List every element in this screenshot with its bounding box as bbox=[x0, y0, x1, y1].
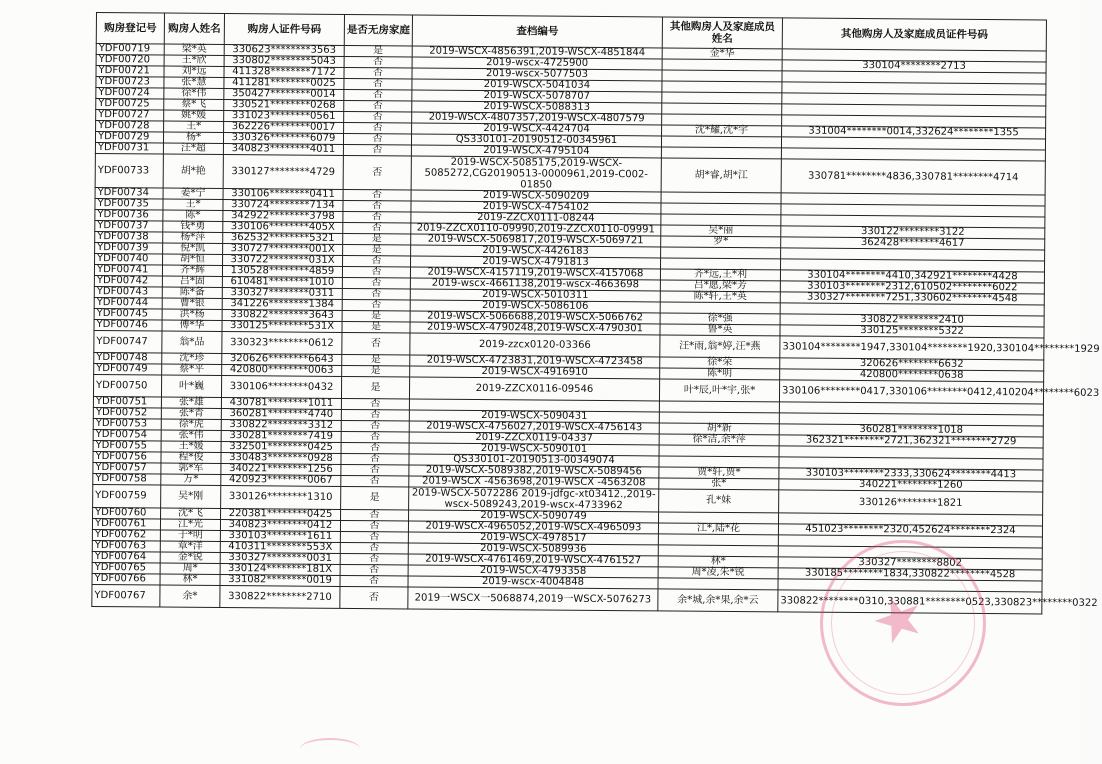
cell-archive-no: 2019-WSCX-4754102 bbox=[411, 201, 661, 214]
cell-no-house: 否 bbox=[341, 431, 409, 443]
cell-buyer-name: 姜*宁 bbox=[163, 188, 223, 199]
cell-no-house: 是 bbox=[342, 354, 410, 366]
cell-other-names: 沈*耀,沈*宇 bbox=[662, 125, 782, 137]
cell-registration-no: YDF00755 bbox=[93, 440, 161, 452]
cell-no-house: 否 bbox=[342, 288, 410, 300]
cell-other-ids: 330106********0417,330106********0412,410204********6023 bbox=[779, 380, 1043, 404]
cell-archive-no: 2019-WSCX-5072286 2019-jdfgc-xt03412.,2019-wscx-5089243,2019-wscx-4733962 bbox=[409, 487, 659, 512]
header-other-names: 其他购房人及家庭成员姓名 bbox=[662, 17, 782, 49]
cell-archive-no: 2019-WSCX-4761469,2019-WSCX-4761527 bbox=[408, 554, 658, 567]
cell-archive-no: 2019-WSCX-5010311 bbox=[410, 289, 660, 302]
cell-no-house: 否 bbox=[343, 133, 411, 145]
cell-buyer-name: 徐*伟 bbox=[164, 88, 224, 99]
cell-buyer-id: 411328********7172 bbox=[224, 67, 344, 79]
cell-no-house: 是 bbox=[343, 244, 411, 256]
cell-other-names: 吴*丽 bbox=[661, 225, 781, 237]
cell-other-ids: 340221********1260 bbox=[779, 479, 1043, 492]
cell-no-house: 否 bbox=[340, 520, 408, 532]
cell-archive-no: 2019-WSCX -4563698,2019-WSCX -4563208 bbox=[409, 476, 659, 489]
cell-buyer-id: 350427********0014 bbox=[224, 89, 344, 101]
cell-no-house: 是 bbox=[344, 45, 412, 57]
cell-archive-no: 2019-WSCX-4856391,2019-WSCX-4851844 bbox=[412, 46, 662, 59]
cell-other-names: 汪*雨,翁*婷,汪*燕 bbox=[660, 335, 780, 358]
cell-buyer-name: 程*俊 bbox=[161, 452, 221, 463]
header-buyer-id: 购房人证件号码 bbox=[224, 14, 344, 46]
cell-registration-no: YDF00756 bbox=[93, 451, 161, 463]
cell-registration-no: YDF00725 bbox=[96, 99, 164, 111]
cell-other-ids: 330104********2713 bbox=[782, 60, 1046, 73]
cell-other-names: 余*城,余*果,余*云 bbox=[658, 589, 778, 612]
cell-buyer-id: 330106********0411 bbox=[223, 189, 343, 201]
cell-archive-no: 2019-WSCX-4424704 bbox=[412, 123, 662, 136]
cell-no-house: 否 bbox=[342, 332, 410, 355]
cell-other-names: 徐*强 bbox=[660, 313, 780, 325]
cell-other-names: 罗* bbox=[661, 236, 781, 248]
cell-buyer-name: 周* bbox=[160, 563, 220, 574]
cell-buyer-id: 410311********553X bbox=[220, 541, 340, 553]
cell-buyer-id: 330103********1611 bbox=[220, 530, 340, 542]
cell-archive-no: 2019-WSCX-4795104 bbox=[411, 145, 661, 158]
cell-buyer-id: 330326********6079 bbox=[223, 133, 343, 145]
cell-buyer-id: 360281********4740 bbox=[221, 408, 341, 420]
cell-archive-no: 2019-ZZCX0116-09546 bbox=[409, 377, 659, 401]
cell-buyer-name: 翁*品 bbox=[162, 331, 222, 353]
cell-no-house: 否 bbox=[344, 56, 412, 68]
cell-other-names: 周*凌,朱*锐 bbox=[658, 567, 778, 579]
cell-buyer-name: 叶*巍 bbox=[161, 375, 221, 397]
cell-registration-no: YDF00737 bbox=[95, 220, 163, 232]
cell-registration-no: YDF00766 bbox=[92, 573, 160, 585]
cell-registration-no: YDF00754 bbox=[93, 429, 161, 441]
cell-no-house: 否 bbox=[343, 144, 411, 156]
cell-buyer-id: 362532********5321 bbox=[223, 233, 343, 245]
cell-other-ids: 330122********3122 bbox=[781, 226, 1045, 239]
cell-buyer-name: 万* bbox=[161, 474, 221, 485]
cell-buyer-id: 330127********4729 bbox=[223, 155, 343, 190]
housing-registration-table bbox=[91, 12, 1100, 614]
cell-buyer-name: 王* bbox=[163, 199, 223, 210]
cell-buyer-id: 330623********3563 bbox=[224, 45, 344, 57]
cell-registration-no: YDF00765 bbox=[92, 562, 160, 574]
cell-buyer-name: 张*伟 bbox=[161, 430, 221, 441]
cell-archive-no: 2019-wscx-4725900 bbox=[412, 57, 662, 70]
cell-other-ids: 362321********2721,362321********2729 bbox=[779, 435, 1043, 448]
cell-archive-no: 2019-WSCX-4426183 bbox=[411, 245, 661, 258]
cell-no-house: 否 bbox=[340, 531, 408, 543]
cell-other-names: 陈*轩,王*英 bbox=[660, 291, 780, 303]
cell-buyer-id: 330124********181X bbox=[220, 563, 340, 575]
cell-buyer-name: 徐*虎 bbox=[161, 419, 221, 430]
cell-other-names: 齐*远,王*利 bbox=[660, 269, 780, 281]
cell-archive-no: 2019-WSCX-4157119,2019-WSCX-4157068 bbox=[410, 267, 660, 280]
cell-other-ids: 330327********8802 bbox=[778, 557, 1042, 570]
cell-registration-no: YDF00719 bbox=[96, 44, 164, 56]
cell-other-names: 徐*洁,余*萍 bbox=[659, 434, 779, 446]
cell-buyer-name: 章*洋 bbox=[160, 541, 220, 552]
cell-no-house: 否 bbox=[341, 475, 409, 487]
cell-no-house: 否 bbox=[344, 122, 412, 134]
cell-registration-no: YDF00751 bbox=[93, 396, 161, 408]
cell-other-names: 贾*轩,贾* bbox=[659, 467, 779, 479]
cell-archive-no: 2019一WSCX一5068874,2019一WSCX-5076273 bbox=[408, 587, 658, 611]
header-archive-no: 查档编号 bbox=[412, 15, 662, 48]
cell-archive-no: QS330101-20190513-00349074 bbox=[409, 454, 659, 467]
cell-archive-no: 2019-WSCX-4791813 bbox=[411, 256, 661, 269]
cell-buyer-name: 王*媛 bbox=[161, 441, 221, 452]
cell-buyer-id: 330521********0268 bbox=[224, 100, 344, 112]
cell-no-house: 否 bbox=[340, 553, 408, 565]
cell-no-house: 否 bbox=[344, 100, 412, 112]
cell-buyer-name: 杨*萍 bbox=[163, 232, 223, 243]
cell-other-names: 吕*愿,梁*芳 bbox=[660, 280, 780, 292]
cell-registration-no: YDF00763 bbox=[92, 540, 160, 552]
cell-registration-no: YDF00757 bbox=[93, 462, 161, 474]
header-buyer-name: 购房人姓名 bbox=[164, 13, 224, 44]
cell-buyer-id: 420923********0067 bbox=[221, 474, 341, 486]
cell-buyer-name: 汪*超 bbox=[163, 143, 223, 154]
cell-archive-no: 2019-WSCX-5088313 bbox=[412, 101, 662, 114]
cell-buyer-id: 342922********3798 bbox=[223, 211, 343, 223]
cell-other-names: 鲁*英 bbox=[660, 324, 780, 336]
cell-buyer-id: 330722********031X bbox=[223, 255, 343, 267]
cell-other-names: 孔*妹 bbox=[659, 489, 779, 513]
cell-archive-no: 2019-wscx-5077503 bbox=[412, 68, 662, 81]
cell-no-house: 否 bbox=[341, 420, 409, 432]
cell-registration-no: YDF00727 bbox=[96, 110, 164, 122]
cell-registration-no: YDF00720 bbox=[96, 55, 164, 67]
cell-registration-no: YDF00739 bbox=[95, 242, 163, 254]
cell-archive-no: 2019-WSCX-5069817,2019-WSCX-5069721 bbox=[411, 234, 661, 247]
cell-registration-no: YDF00735 bbox=[95, 198, 163, 210]
cell-archive-no: 2019-WSCX-5089382,2019-WSCX-5089456 bbox=[409, 465, 659, 478]
cell-no-house: 否 bbox=[344, 67, 412, 79]
cell-other-names: 陈*明 bbox=[660, 368, 780, 380]
cell-registration-no: YDF00742 bbox=[94, 275, 162, 287]
cell-buyer-id: 130528********4859 bbox=[222, 266, 342, 278]
cell-buyer-id: 330323********0612 bbox=[222, 331, 342, 354]
cell-other-ids: 330104********4410,342921********4428 bbox=[780, 270, 1044, 283]
cell-other-names: 胡*睿,胡*江 bbox=[661, 158, 781, 193]
cell-buyer-id: 411281********0025 bbox=[224, 78, 344, 90]
cell-registration-no: YDF00728 bbox=[96, 121, 164, 133]
cell-buyer-name: 于*明 bbox=[160, 530, 220, 541]
cell-buyer-id: 340221********1256 bbox=[221, 463, 341, 475]
cell-buyer-id: 420800********0063 bbox=[222, 364, 342, 376]
cell-other-names: 林* bbox=[658, 556, 778, 568]
cell-archive-no: 2019-WSCX-4965052,2019-WSCX-4965093 bbox=[408, 521, 658, 534]
cell-no-house: 是 bbox=[342, 310, 410, 322]
cell-registration-no: YDF00729 bbox=[95, 132, 163, 144]
cell-archive-no: 2019-WSCX-4756027,2019-WSCX-4756143 bbox=[409, 421, 659, 434]
cell-buyer-id: 330327********0311 bbox=[222, 288, 342, 300]
cell-no-house: 否 bbox=[342, 277, 410, 289]
cell-registration-no: YDF00733 bbox=[95, 153, 163, 188]
header-other-ids: 其他购房人及家庭成员证件号码 bbox=[782, 18, 1046, 51]
cell-archive-no: 2019-WSCX-5086106 bbox=[410, 300, 660, 313]
cell-buyer-id: 340823********4011 bbox=[223, 144, 343, 156]
seal-star-icon: ★ bbox=[861, 577, 936, 662]
cell-buyer-name: 刘*远 bbox=[164, 66, 224, 77]
cell-registration-no: YDF00731 bbox=[95, 142, 163, 154]
cell-registration-no: YDF00736 bbox=[95, 209, 163, 221]
cell-archive-no: 2019-WSCX-5066688,2019-WSCX-5066762 bbox=[410, 311, 660, 324]
cell-registration-no: YDF00758 bbox=[93, 473, 161, 485]
cell-buyer-name: 梁*英 bbox=[164, 44, 224, 55]
cell-archive-no: 2019-ZZCX0111-08244 bbox=[411, 212, 661, 225]
cell-buyer-id: 330727********001X bbox=[223, 244, 343, 256]
cell-other-ids: 330126********1821 bbox=[779, 490, 1043, 515]
cell-other-names: 叶*辰,叶*宇,张* bbox=[659, 379, 779, 402]
cell-archive-no: 2019-WSCX-5041034 bbox=[412, 79, 662, 92]
cell-buyer-id: 330281********7419 bbox=[221, 430, 341, 442]
cell-no-house: 否 bbox=[341, 398, 409, 410]
cell-registration-no: YDF00752 bbox=[93, 407, 161, 419]
cell-no-house: 否 bbox=[343, 255, 411, 267]
cell-no-house: 否 bbox=[344, 78, 412, 90]
cell-registration-no: YDF00747 bbox=[94, 330, 162, 353]
cell-buyer-name: 林* bbox=[160, 574, 220, 585]
cell-other-names: 江*,陆*花 bbox=[658, 523, 778, 535]
cell-no-house: 否 bbox=[344, 111, 412, 123]
cell-buyer-name: 张*雄 bbox=[161, 397, 221, 408]
cell-archive-no: 2019-WSCX-5085175,2019-WSCX-5085272,CG20190513-0000961,2019-C002-01850 bbox=[411, 156, 661, 192]
cell-registration-no: YDF00748 bbox=[94, 352, 162, 364]
cell-registration-no: YDF00724 bbox=[96, 88, 164, 100]
cell-other-names bbox=[659, 401, 779, 413]
cell-buyer-id: 430781********1011 bbox=[221, 397, 341, 409]
cell-buyer-id: 341226********1384 bbox=[222, 299, 342, 311]
cell-buyer-id: 330483********0928 bbox=[221, 452, 341, 464]
cell-no-house: 否 bbox=[344, 89, 412, 101]
cell-other-names: 金*华 bbox=[662, 48, 782, 60]
cell-no-house: 否 bbox=[342, 299, 410, 311]
table-body bbox=[92, 43, 1100, 614]
cell-buyer-name: 蔡*平 bbox=[162, 364, 222, 375]
cell-no-house: 否 bbox=[341, 409, 409, 421]
cell-no-house: 否 bbox=[341, 442, 409, 454]
cell-registration-no: YDF00767 bbox=[92, 584, 160, 607]
header-no-house: 是否无房家庭 bbox=[344, 14, 412, 46]
cell-no-house: 否 bbox=[340, 575, 408, 587]
cell-no-house: 否 bbox=[343, 189, 411, 201]
cell-buyer-name: 陈*备 bbox=[162, 287, 222, 298]
cell-buyer-name: 钱*勇 bbox=[163, 221, 223, 232]
cell-buyer-id: 320626********6643 bbox=[222, 353, 342, 365]
cell-archive-no: 2019-WSCX-5090209 bbox=[411, 190, 661, 203]
cell-registration-no: YDF00740 bbox=[95, 253, 163, 265]
cell-other-ids: 330781********4836,330781********4714 bbox=[781, 159, 1045, 195]
cell-buyer-id: 340823********0412 bbox=[220, 519, 340, 531]
cell-buyer-name: 胡*恒 bbox=[163, 254, 223, 265]
cell-registration-no: YDF00738 bbox=[95, 231, 163, 243]
cell-buyer-name: 齐*辉 bbox=[162, 265, 222, 276]
cell-other-ids: 451023********2320,452624********2324 bbox=[778, 524, 1042, 537]
cell-archive-no: 2019-wscx-4661138,2019-wscx-4663698 bbox=[410, 278, 660, 291]
cell-buyer-id: 330126********1310 bbox=[221, 485, 341, 509]
cell-other-ids: 330104********1947,330104********1920,330104********1929 bbox=[780, 336, 1044, 360]
cell-other-ids: 330103********2333,330624********4413 bbox=[779, 468, 1043, 481]
cell-other-ids: 420800********0638 bbox=[780, 369, 1044, 382]
cell-registration-no: YDF00753 bbox=[93, 418, 161, 430]
cell-registration-no: YDF00723 bbox=[96, 77, 164, 89]
cell-other-ids: 330103********2312,610502********6022 bbox=[780, 281, 1044, 294]
cell-buyer-name: 傅*华 bbox=[162, 320, 222, 331]
cell-archive-no: 2019-WSCX-4807357,2019-WSCX-4807579 bbox=[412, 112, 662, 125]
cell-registration-no: YDF00764 bbox=[92, 551, 160, 563]
cell-other-names: 胡*新 bbox=[659, 423, 779, 435]
cell-buyer-name: 沈*飞 bbox=[161, 508, 221, 519]
cell-buyer-name: 沈*珍 bbox=[162, 353, 222, 364]
cell-buyer-name: 江*光 bbox=[160, 519, 220, 530]
cell-other-names: 徐*荣 bbox=[660, 357, 780, 369]
cell-other-ids: 330822********0310,330881********0523,330823********0322 bbox=[778, 590, 1042, 614]
cell-no-house: 否 bbox=[343, 222, 411, 234]
cell-buyer-name: 蔡*飞 bbox=[164, 99, 224, 110]
cell-buyer-name: 吕*固 bbox=[162, 276, 222, 287]
cell-buyer-id: 330822********2710 bbox=[220, 585, 340, 608]
cell-archive-no: 2019-WSCX-5078707 bbox=[412, 90, 662, 103]
cell-no-house: 否 bbox=[342, 266, 410, 278]
cell-no-house: 否 bbox=[340, 564, 408, 576]
cell-archive-no: 2019-WSCX-4723831,2019-WSCX-4723458 bbox=[410, 355, 660, 368]
cell-no-house: 否 bbox=[343, 200, 411, 212]
cell-registration-no: YDF00762 bbox=[92, 529, 160, 541]
cell-other-ids: 330185********1834,330822********4528 bbox=[778, 568, 1042, 581]
cell-buyer-name: 倪*凯 bbox=[163, 243, 223, 254]
cell-no-house: 否 bbox=[343, 155, 411, 190]
cell-buyer-name: 杨* bbox=[163, 132, 223, 143]
cell-buyer-name: 郭*军 bbox=[161, 463, 221, 474]
cell-archive-no: 2019-WSCX-4978517 bbox=[408, 532, 658, 545]
cell-registration-no: YDF00761 bbox=[92, 518, 160, 530]
cell-archive-no: 2019-WSCX-5089936 bbox=[408, 543, 658, 556]
cell-registration-no: YDF00759 bbox=[93, 484, 161, 508]
cell-no-house: 否 bbox=[341, 453, 409, 465]
cell-no-house: 否 bbox=[340, 586, 408, 609]
cell-other-ids: 360281********1018 bbox=[779, 424, 1043, 437]
cell-archive-no: 2019-WSCX-5090101 bbox=[409, 443, 659, 456]
cell-registration-no: YDF00734 bbox=[95, 187, 163, 199]
cell-no-house: 否 bbox=[341, 464, 409, 476]
cell-buyer-id: 330125********531X bbox=[222, 320, 342, 332]
cell-no-house: 是 bbox=[343, 233, 411, 245]
cell-registration-no: YDF00745 bbox=[94, 308, 162, 320]
cell-buyer-name: 张*慧 bbox=[164, 77, 224, 88]
cell-archive-no: 2019-WSCX-4790248,2019-WSCX-4790301 bbox=[410, 322, 660, 335]
cell-buyer-name: 洪*杨 bbox=[162, 309, 222, 320]
cell-buyer-id: 330822********3312 bbox=[221, 419, 341, 431]
cell-archive-no: 2019-WSCX-5090749 bbox=[409, 510, 659, 523]
cell-buyer-id: 362226********0017 bbox=[224, 122, 344, 134]
cell-buyer-name: 王* bbox=[164, 121, 224, 132]
cell-other-ids: 330327********7251,330602********4548 bbox=[780, 292, 1044, 305]
cell-buyer-name: 张*青 bbox=[161, 408, 221, 419]
cell-registration-no: YDF00743 bbox=[94, 286, 162, 298]
cell-buyer-id: 332501********0425 bbox=[221, 441, 341, 453]
cell-buyer-name: 金*锐 bbox=[160, 552, 220, 563]
cell-buyer-id: 610481********1010 bbox=[222, 277, 342, 289]
cell-buyer-id: 220381********0425 bbox=[221, 508, 341, 520]
cell-archive-no: 2019-WSCX-4793358 bbox=[408, 565, 658, 578]
cell-no-house: 是 bbox=[341, 486, 409, 510]
cell-archive-no: 2019-WSCX-5090431 bbox=[409, 410, 659, 423]
cell-buyer-id: 330106********405X bbox=[223, 222, 343, 234]
cell-buyer-name: 胡*艳 bbox=[163, 154, 223, 188]
cell-other-ids: 331004********0014,332624********1355 bbox=[782, 126, 1046, 139]
cell-registration-no: YDF00760 bbox=[93, 507, 161, 519]
seal-fragment bbox=[300, 738, 360, 760]
cell-buyer-name: 王*欣 bbox=[164, 55, 224, 66]
cell-buyer-id: 331082********0019 bbox=[220, 574, 340, 586]
cell-other-ids: 330125********5322 bbox=[780, 325, 1044, 338]
cell-registration-no: YDF00749 bbox=[94, 363, 162, 375]
cell-buyer-id: 330106********0432 bbox=[221, 375, 341, 398]
cell-registration-no: YDF00744 bbox=[94, 297, 162, 309]
cell-buyer-id: 330724********7134 bbox=[223, 200, 343, 212]
cell-buyer-id: 330822********3643 bbox=[222, 310, 342, 322]
cell-no-house: 是 bbox=[342, 321, 410, 333]
cell-other-names bbox=[661, 247, 781, 259]
cell-buyer-name: 余* bbox=[160, 585, 220, 607]
cell-archive-no: 2019-ZZCX0110-09990,2019-ZZCX0110-09991 bbox=[411, 223, 661, 236]
cell-no-house: 否 bbox=[343, 211, 411, 223]
header-registration-no: 购房登记号 bbox=[96, 13, 164, 45]
cell-registration-no: YDF00750 bbox=[93, 374, 161, 397]
cell-archive-no: QS330101-20190512-00345961 bbox=[411, 134, 661, 147]
cell-no-house: 否 bbox=[341, 509, 409, 521]
cell-registration-no: YDF00746 bbox=[94, 319, 162, 331]
cell-other-names: 张* bbox=[659, 478, 779, 490]
cell-no-house: 是 bbox=[341, 376, 409, 399]
cell-other-ids: 330822********2410 bbox=[780, 314, 1044, 327]
cell-no-house: 是 bbox=[342, 365, 410, 377]
cell-buyer-id: 330327********0031 bbox=[220, 552, 340, 564]
cell-archive-no: 2019-wscx-4004848 bbox=[408, 576, 658, 589]
cell-buyer-id: 330802********5043 bbox=[224, 56, 344, 68]
cell-buyer-name: 曹*银 bbox=[162, 298, 222, 309]
cell-buyer-id: 331023********0561 bbox=[224, 111, 344, 123]
cell-buyer-name: 吴*刚 bbox=[161, 485, 221, 508]
cell-archive-no: 2019-zzcx0120-03366 bbox=[410, 333, 660, 357]
cell-archive-no: 2019-WSCX-4916910 bbox=[410, 366, 660, 379]
cell-registration-no: YDF00721 bbox=[96, 66, 164, 78]
cell-no-house: 否 bbox=[340, 542, 408, 554]
cell-other-ids: 362428********4617 bbox=[781, 237, 1045, 250]
cell-archive-no: 2019-ZZCX0119-04337 bbox=[409, 432, 659, 445]
cell-buyer-name: 陈* bbox=[163, 210, 223, 221]
cell-other-ids: 320626********6632 bbox=[780, 358, 1044, 371]
cell-registration-no: YDF00741 bbox=[94, 264, 162, 276]
cell-buyer-name: 姚*媛 bbox=[164, 110, 224, 121]
